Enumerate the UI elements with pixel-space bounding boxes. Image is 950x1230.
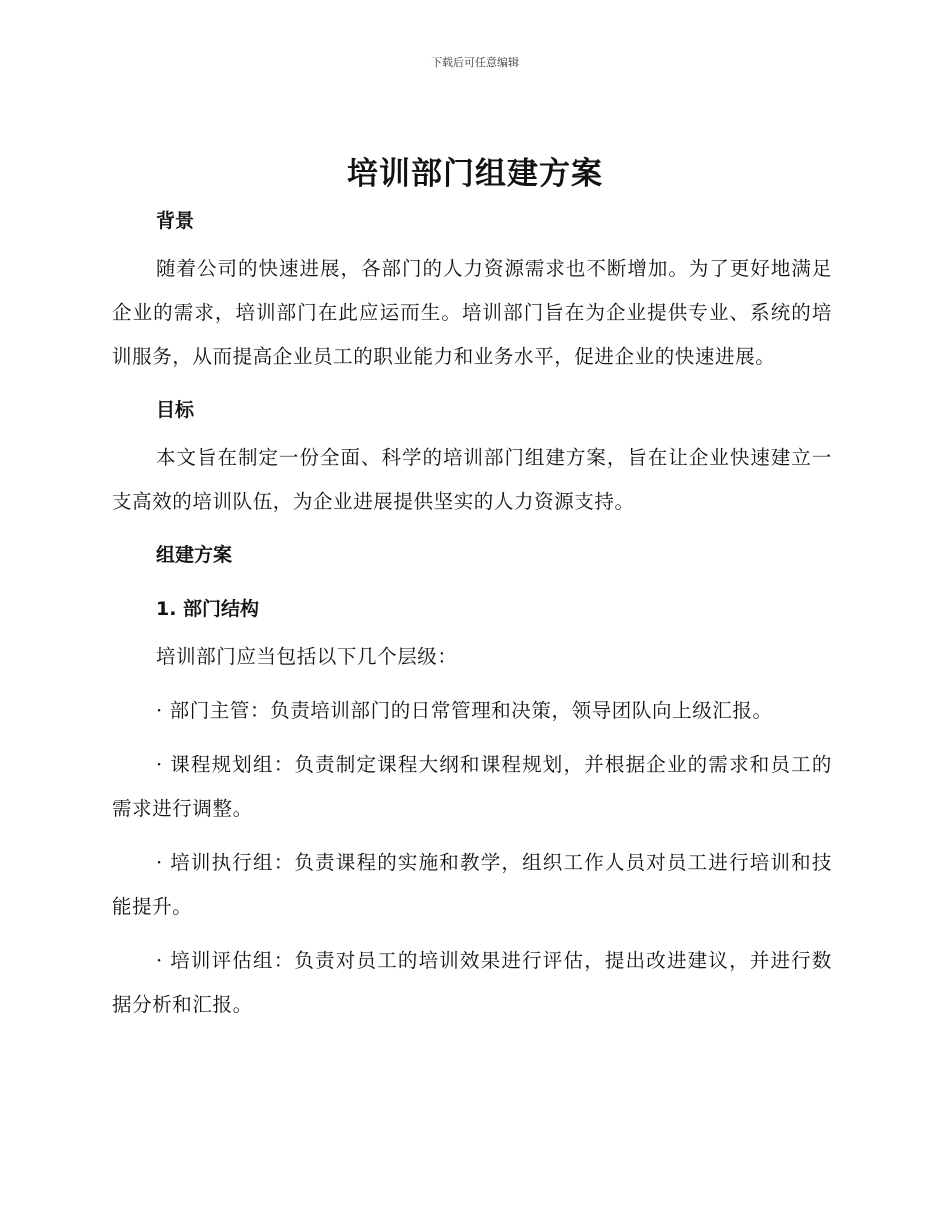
- structure-intro: 培训部门应当包括以下几个层级：: [156, 645, 458, 668]
- document-body: [112, 205, 832, 1027]
- background-paragraph: 随着公司的快速进展，各部门的人力资源需求也不断增加。为了更好地满足企业的需求，培训部门在此应运而生。培训部门旨在为企业提供专业、系统的培训服务，从而提高企业员工的职业能力和业务水平，促进企业的快速进展。: [112, 257, 832, 368]
- goal-paragraph: 本文旨在制定一份全面、科学的培训部门组建方案，旨在让企业快速建立一支高效的培训队伍，为企业进展提供坚实的人力资源支持。: [112, 446, 832, 513]
- structure-item-course-planning: · 课程规划组：负责制定课程大纲和课程规划，并根据企业的需求和员工的需求进行调整。: [112, 753, 832, 820]
- subsection-heading-structure: 1. 部门结构: [156, 598, 260, 620]
- document-title: 培训部门组建方案: [347, 156, 603, 192]
- structure-item-training-evaluation: · 培训评估组：负责对员工的培训效果进行评估，提出改进建议，并进行数据分析和汇报。: [112, 949, 832, 1016]
- structure-item-training-execution: · 培训执行组：负责课程的实施和教学，组织工作人员对员工进行培训和技能提升。: [112, 851, 832, 918]
- header-note: 下载后可任意编辑: [431, 56, 519, 69]
- section-heading-goal: 目标: [156, 399, 195, 421]
- section-heading-background: 背景: [156, 210, 195, 232]
- structure-item-manager: · 部门主管：负责培训部门的日常管理和决策，领导团队向上级汇报。: [156, 699, 773, 722]
- section-heading-plan: 组建方案: [156, 544, 233, 566]
